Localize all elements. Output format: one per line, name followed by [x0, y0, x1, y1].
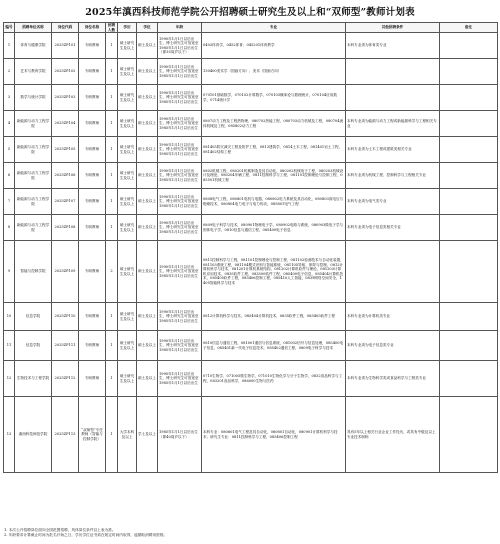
recruitment-table: [3, 22, 498, 473]
table-row: [4, 163, 498, 189]
cell-other-conditions: [346, 85, 440, 111]
table-row: [4, 137, 498, 163]
cell-other-conditions: [346, 241, 440, 303]
cell-degree: 硕士及以上: [137, 85, 158, 111]
cell-post-code: 2025ZP112: [52, 361, 79, 397]
cell-other-conditions: 本科专业须为体育类专业: [346, 33, 440, 59]
page-title: 2025年滇西科技师范学院公开招聘硕士研究生及以上和“双师型”教师计划表: [85, 7, 415, 18]
table-row: [4, 59, 498, 85]
cell-remark: [440, 85, 498, 111]
cell-post-code: 2025ZP108: [52, 215, 79, 241]
cell-headcount: 1: [106, 33, 118, 59]
cell-education: 硕士研究生及以上: [118, 85, 137, 111]
column-header: 专业: [202, 23, 346, 33]
cell-age: 1990年1月1日以后出生，博士研究生可放宽至1985年1月1日以后出生: [158, 331, 202, 361]
table-header-row: [4, 23, 498, 33]
cell-post-name: 专职教师: [79, 331, 106, 361]
table-row: [4, 33, 498, 59]
cell-remark: [440, 361, 498, 397]
column-header: 岗位名称: [79, 23, 106, 33]
cell-other-conditions: 具有5年以上相关行业企业工作经历，或具有中级及以上专业技术职称: [346, 397, 440, 473]
cell-age: 1990年1月1日以后出生，博士研究生可放宽至1985年1月1日以后出生: [158, 361, 202, 397]
cell-other-conditions: 本科专业须为电子信息类相关专业: [346, 215, 440, 241]
footnotes: [4, 528, 496, 538]
cell-remark: [440, 111, 498, 137]
cell-remark: [440, 215, 498, 241]
cell-education: 硕士研究生及以上: [118, 33, 137, 59]
cell-degree: 硕士及以上: [137, 59, 158, 85]
cell-post-name: 专职教师: [79, 137, 106, 163]
cell-number: 6: [4, 163, 15, 189]
cell-headcount: 2: [106, 241, 118, 303]
column-header: 备注: [440, 23, 498, 33]
cell-post-code: 2025ZP101: [52, 33, 79, 59]
cell-headcount: 1: [106, 85, 118, 111]
cell-degree: 硕士及以上: [137, 137, 158, 163]
cell-remark: [440, 331, 498, 361]
cell-post-code: 2025ZP104: [52, 111, 79, 137]
cell-age: 1990年1月1日以后出生，博士研究生可放宽至1985年1月1日以后出生: [158, 163, 202, 189]
cell-education: 硕士研究生及以上: [118, 331, 137, 361]
cell-post-name: 专职教师: [79, 215, 106, 241]
cell-post-name: 专职教师: [79, 163, 106, 189]
cell-unit: 滇西科技师范学院: [15, 397, 52, 473]
cell-other-conditions: [346, 59, 440, 85]
column-header: 学位: [137, 23, 158, 33]
cell-unit: 信息学院: [15, 331, 52, 361]
cell-number: 12: [4, 361, 15, 397]
cell-degree: 硕士及以上: [137, 215, 158, 241]
cell-post-code: 2025ZP102: [52, 59, 79, 85]
table-row: [4, 85, 498, 111]
cell-other-conditions: 本科专业须为能源与动力工程或新能源科学与工程相关专业: [346, 111, 440, 137]
cell-major: 0809电子科学与技术，080901物理电子学，080902电路与系统，080903微电子学与固体电子学，0810信息与通信工程，085400电子信息: [202, 215, 346, 241]
cell-degree: 硕士及以上: [137, 361, 158, 397]
cell-number: 4: [4, 111, 15, 137]
cell-number: 10: [4, 303, 15, 331]
cell-post-name: 专职教师: [79, 189, 106, 215]
cell-education: 硕士研究生及以上: [118, 111, 137, 137]
table-row: [4, 215, 498, 241]
cell-headcount: 1: [106, 303, 118, 331]
cell-remark: [440, 397, 498, 473]
table-row: [4, 111, 498, 137]
column-header: 招聘单位名称: [15, 23, 52, 33]
cell-headcount: 1: [106, 59, 118, 85]
cell-number: 9: [4, 241, 15, 303]
cell-unit: 新能源与动力工程学院: [15, 111, 52, 137]
cell-education: 硕士研究生及以上: [118, 59, 137, 85]
cell-education: 硕士研究生及以上: [118, 361, 137, 397]
cell-post-name: 专职教师: [79, 59, 106, 85]
cell-remark: [440, 189, 498, 215]
cell-number: 7: [4, 189, 15, 215]
cell-remark: [440, 241, 498, 303]
cell-age: 1990年1月1日以后出生，博士研究生可放宽至1985年1月1日以后出生: [158, 137, 202, 163]
cell-headcount: 1: [106, 215, 118, 241]
cell-remark: [440, 59, 498, 85]
cell-other-conditions: 本科专业须为计算机类专业: [346, 303, 440, 331]
column-header: 招聘人数: [106, 23, 118, 33]
table-row: [4, 331, 498, 361]
cell-degree: 硕士及以上: [137, 241, 158, 303]
cell-post-name: 专职教师: [79, 111, 106, 137]
cell-post-code: 2025ZP105: [52, 137, 79, 163]
cell-remark: [440, 303, 498, 331]
cell-headcount: 1: [106, 163, 118, 189]
cell-remark: [440, 163, 498, 189]
cell-remark: [440, 33, 498, 59]
cell-degree: 学士及以上: [137, 397, 158, 473]
cell-major: 070101基础数学，070102计算数学，070103概率论与数理统计，070104应用数学，0714统计学: [202, 85, 346, 111]
cell-age: 1990年1月1日以后出生，博士研究生可放宽至1985年1月1日以后出生: [158, 85, 202, 111]
cell-number: 13: [4, 397, 15, 473]
cell-major: 0812计算机科学与技术，085404计算机技术，0835软件工程，085405软件工程: [202, 303, 346, 331]
table-row: [4, 397, 498, 473]
cell-unit: 新能源与动力工程学院: [15, 189, 52, 215]
cell-unit: 生物技术与工程学院: [15, 361, 52, 397]
cell-education: 硕士研究生及以上: [118, 163, 137, 189]
column-header: 学历: [118, 23, 137, 33]
cell-degree: 硕士及以上: [137, 111, 158, 137]
cell-post-code: 2025ZP109: [52, 241, 79, 303]
cell-age: 1990年1月1日以后出生，博士研究生可放宽至1985年1月1日以后出生: [158, 215, 202, 241]
cell-major: 081405防灾减灾工程及防护工程，0813建筑学，0814土木工程，081401岩土工程，081402结构工程: [202, 137, 346, 163]
footnote-1: 1. 本次公开招聘岗位面向全国范围招聘，具体岗位条件以上表为准。: [4, 528, 116, 532]
column-header: 其他招聘条件: [346, 23, 440, 33]
cell-number: 3: [4, 85, 15, 111]
cell-post-code: 2025ZP106: [52, 163, 79, 189]
cell-major: 0811控制科学与工程，081101控制理论与控制工程，081102检测技术与自动化装置，081103系统工程，081104模式识别与智能系统，081105导航、制导与控制，0812计算机科学与技术，081201计算机系统结构，081202计算机软件与理论，081203计算机应用技术，0835软件工程，083500软件工程，085400电子信息，085404计算机技术，085405软件工程，085406控制工程，085410人工智能，0839网络空间安全，1405智能科学与技术: [202, 241, 346, 303]
table-row: [4, 241, 498, 303]
cell-post-code: 2025ZP110: [52, 303, 79, 331]
table-row: [4, 189, 498, 215]
cell-number: 8: [4, 215, 15, 241]
cell-major: 0403体育学，0452体育；045201体育教学: [202, 33, 346, 59]
cell-post-code: 2025ZP103: [52, 85, 79, 111]
cell-major: 本科专业：080601电气工程及其自动化，080801自动化，080901计算机科学与技术；研究生专业：0811控制科学与工程，085406控制工程: [202, 397, 346, 473]
cell-other-conditions: 本科专业须为生物科学类或食品科学与工程类专业: [346, 361, 440, 397]
cell-age: 1990年1月1日以后出生，博士研究生可放宽至1985年1月1日以后出生: [158, 111, 202, 137]
cell-number: 1: [4, 33, 15, 59]
cell-number: 2: [4, 59, 15, 85]
cell-headcount: 1: [106, 111, 118, 137]
cell-education: 硕士研究生及以上: [118, 189, 137, 215]
cell-post-name: 专职教师: [79, 85, 106, 111]
cell-other-conditions: 本科专业须为机械工程、控制科学与工程相关专业: [346, 163, 440, 189]
cell-degree: 硕士及以上: [137, 163, 158, 189]
cell-headcount: 1: [106, 397, 118, 473]
cell-unit: 新能源与动力工程学院: [15, 137, 52, 163]
cell-post-code: 2025ZP113: [52, 397, 79, 473]
cell-education: 硕士研究生及以上: [118, 215, 137, 241]
cell-unit: 艺术与教育学院: [15, 59, 52, 85]
cell-major: 0808电气工程，080801电机与电器，080802电力系统及其自动化，080803高电压与绝缘技术，080804电力电子与电力传动，085801电气工程: [202, 189, 346, 215]
cell-major: 130400美术学（国画方向）；美术（国画方向）: [202, 59, 346, 85]
cell-age: 1990年1月1日以后出生，博士研究生可放宽至1985年1月1日以后出生: [158, 59, 202, 85]
cell-unit: 体育与健康学院: [15, 33, 52, 59]
table-row: [4, 361, 498, 397]
cell-degree: 硕士及以上: [137, 33, 158, 59]
cell-age: 1990年1月1日以后出生，博士研究生可放宽至1985年1月1日以后出生（即35周岁以下）: [158, 33, 202, 59]
table-row: [4, 303, 498, 331]
cell-other-conditions: 本科专业须为电子信息类专业: [346, 331, 440, 361]
column-header: 岗位代码: [52, 23, 79, 33]
cell-headcount: 1: [106, 137, 118, 163]
cell-age: 1990年1月1日以后出生，博士研究生可放宽至1985年1月1日以后出生: [158, 241, 202, 303]
cell-post-code: 2025ZP107: [52, 189, 79, 215]
cell-age: 1985年1月1日以后出生（即40周岁以下）: [158, 397, 202, 473]
cell-degree: 硕士及以上: [137, 189, 158, 215]
cell-education: 硕士研究生及以上: [118, 303, 137, 331]
column-header: 编号: [4, 23, 15, 33]
cell-headcount: 1: [106, 189, 118, 215]
cell-unit: 新能源与动力工程学院: [15, 215, 52, 241]
cell-headcount: 1: [106, 331, 118, 361]
cell-post-code: 2025ZP111: [52, 331, 79, 361]
cell-major: 0810信息与通信工程，081001通信与信息系统，081002信号与信息处理，085400电子信息，085401新一代电子信息技术，085402通信工程，0809电子科学与技术: [202, 331, 346, 361]
cell-degree: 硕士及以上: [137, 331, 158, 361]
cell-number: 11: [4, 331, 15, 361]
cell-major: 0807动力工程及工程热物理，080702热能工程，080703动力机械及工程，080704流体机械及工程，085802动力工程: [202, 111, 346, 137]
cell-age: 1990年1月1日以后出生，博士研究生可放宽至1985年1月1日以后出生: [158, 189, 202, 215]
cell-age: 1990年1月1日以后出生，博士研究生可放宽至1985年1月1日以后出生: [158, 303, 202, 331]
cell-number: 5: [4, 137, 15, 163]
cell-post-name: 专职教师: [79, 303, 106, 331]
cell-major: 0802机械工程，080201机械制造及其自动化，080202机械电子工程，080203机械设计及理论，080204车辆工程，0811控制科学与工程，081101控制理论与控制工程，085501机械工程: [202, 163, 346, 189]
cell-unit: 信息学院: [15, 303, 52, 331]
cell-education: 硕士研究生及以上: [118, 137, 137, 163]
footnote-2: 2. 年龄要求计算截止时间为报名开始之日，学历学位证书须在规定时间内取得，逾期取消聘用资格。: [4, 533, 168, 537]
cell-post-name: 专职教师: [79, 241, 106, 303]
cell-degree: 硕士及以上: [137, 303, 158, 331]
cell-remark: [440, 137, 498, 163]
cell-other-conditions: 本科专业须为土木工程或建筑类相关专业: [346, 137, 440, 163]
cell-post-name: “双师型”专任教师（智能与控制学院）: [79, 397, 106, 473]
cell-education: 硕士研究生及以上: [118, 241, 137, 303]
cell-unit: 新能源与动力工程学院: [15, 163, 52, 189]
cell-unit: 数学与统计学院: [15, 85, 52, 111]
column-header: 年龄: [158, 23, 202, 33]
cell-other-conditions: 本科专业须为电气类专业: [346, 189, 440, 215]
cell-education: 大学本科及以上: [118, 397, 137, 473]
cell-post-name: 专职教师: [79, 361, 106, 397]
cell-headcount: 1: [106, 361, 118, 397]
cell-post-name: 专职教师: [79, 33, 106, 59]
cell-major: 0710生物学，071005微生物学，071010生物化学与分子生物学，0832食品科学与工程，083201食品科学，086000生物与医药: [202, 361, 346, 397]
cell-unit: 智能与控制学院: [15, 241, 52, 303]
